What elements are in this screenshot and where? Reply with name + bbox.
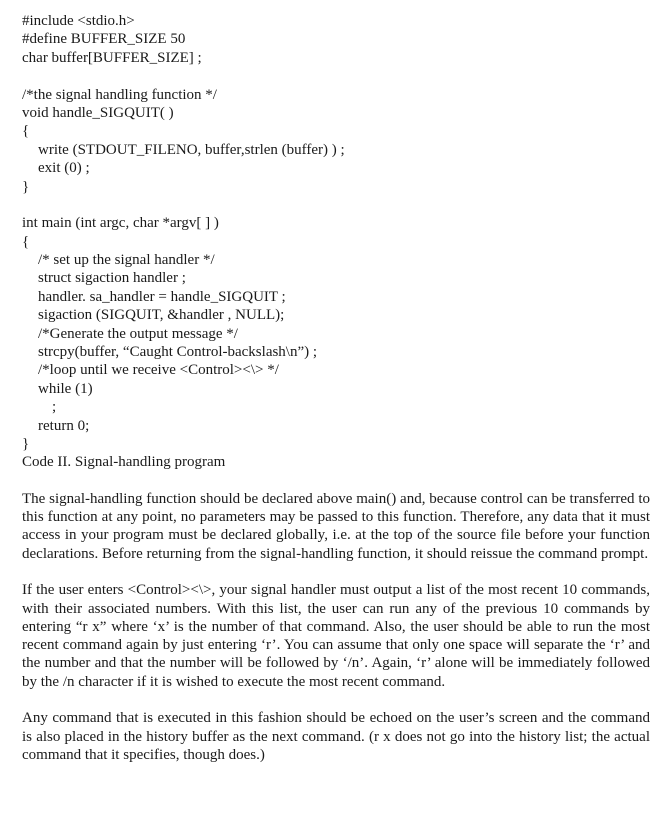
code-line: [22, 196, 650, 214]
code-line: void handle_SIGQUIT( ): [22, 104, 174, 121]
code-line: exit (0) ;: [38, 160, 90, 177]
code-line: strcpy(buffer, “Caught Control-backslash\n”) ;: [38, 344, 318, 361]
code-line: sigaction (SIGQUIT, &handler , NULL);: [38, 307, 285, 324]
code-line: write (STDOUT_FILENO, buffer,strlen (buffer) ) ;: [38, 141, 345, 158]
code-line: return 0;: [38, 417, 90, 434]
code-line: handler. sa_handler = handle_SIGQUIT ;: [38, 288, 286, 305]
code-line: int main (int argc, char *argv[ ] ): [22, 215, 219, 232]
code-line: {: [22, 233, 30, 250]
body-text: [22, 490, 650, 764]
code-listing: [22, 12, 650, 453]
code-line: /* set up the signal handler */: [38, 252, 215, 269]
code-line: #define BUFFER_SIZE 50: [22, 31, 186, 48]
code-line: #include <stdio.h>: [22, 13, 135, 29]
code-line: /*loop until we receive <Control><\> */: [38, 362, 279, 379]
code-line: }: [22, 178, 30, 195]
code-line: [22, 67, 650, 85]
code-line: /*the signal handling function */: [22, 86, 217, 103]
paragraph: If the user enters <Control><\>, your signal handler must output a list of the most recent 10 commands, with their associated numbers. With this list, the user can run any of the previous 10 commands by entering “r x” where ‘x’ is the number of that command. Also, the user should be able to run the most recent command again by just entering ‘r’. You can assume that only one space will separate the ‘r’ and the number and that the number will be followed by ‘/n’. Again, ‘r’ alone will be immediately followed by the /n character if it is wished to execute the most recent command.: [22, 582, 650, 690]
code-line: /*Generate the output message */: [38, 325, 238, 342]
document-page: [22, 12, 650, 764]
code-line: char buffer[BUFFER_SIZE] ;: [22, 49, 202, 66]
paragraph: The signal-handling function should be declared above main() and, because control can be transferred to this function at any point, no parameters may be passed to this function. Therefore, any data that it must access in your program must be declared globally, i.e. at the top of the source file before your function declarations. Before returning from the signal-handling function, it should reissue the command prompt.: [22, 490, 650, 562]
paragraph: Any command that is executed in this fashion should be echoed on the user’s screen and the command is also placed in the history buffer as the next command. (r x does not go into the history list; the actual command that it specifies, though does.): [22, 710, 650, 763]
code-line: while (1): [38, 380, 93, 397]
code-caption: Code II. Signal-handling program: [22, 454, 226, 471]
code-line: }: [22, 435, 30, 452]
code-line: struct sigaction handler ;: [38, 270, 186, 287]
code-line: {: [22, 123, 30, 140]
code-line: ;: [52, 399, 57, 416]
